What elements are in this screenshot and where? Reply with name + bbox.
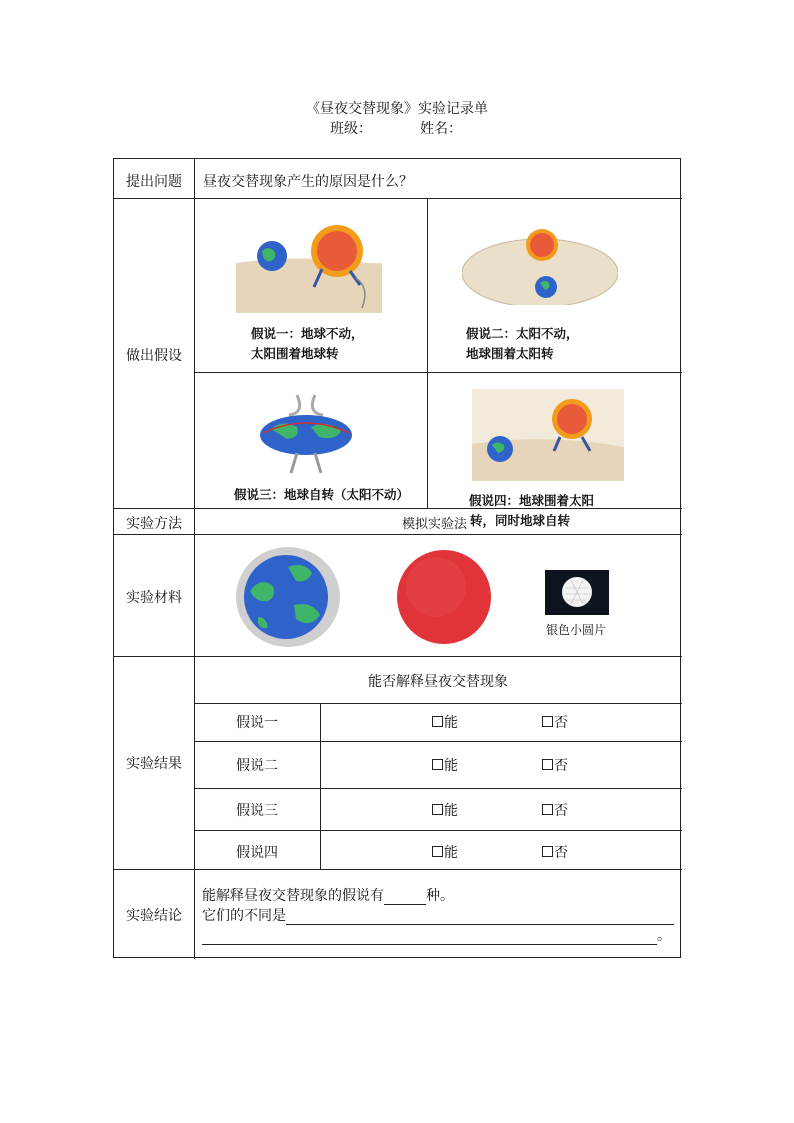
hypothesis-1-illustration (236, 223, 382, 313)
result-row-4-label: 假说四 (236, 845, 278, 861)
silver-disc-caption: 银色小圆片 (546, 623, 607, 637)
results-label: 实验结果 (126, 756, 182, 772)
count-blank[interactable] (384, 890, 426, 905)
conclusion-line-1: 能解释昼夜交替现象的假说有 种。 (202, 888, 454, 904)
hypothesis-3-caption: 假说三：地球自转（太阳不动） (234, 487, 410, 502)
row-2-no-checkbox[interactable]: 否 (542, 755, 568, 775)
results-header: 能否解释昼夜交替现象 (368, 674, 508, 690)
row-4-yes-checkbox[interactable]: 能 (432, 842, 458, 862)
row-1-no-checkbox[interactable]: 否 (542, 712, 568, 732)
hypothesis-2-illustration (462, 227, 618, 305)
method-overflow-text: 转，同时地球自转 (470, 513, 571, 528)
row-3-yes-checkbox[interactable]: 能 (432, 800, 458, 820)
page-title: 《昼夜交替现象》实验记录单 (306, 101, 488, 117)
method-text: 模拟实验法 (402, 517, 468, 532)
silver-disc-image (545, 570, 609, 615)
row-3-no-checkbox[interactable]: 否 (542, 800, 568, 820)
clay-earth-ball-image (236, 547, 340, 647)
red-foam-ball-image (396, 549, 492, 645)
hypothesis-2-caption: 假说二：太阳不动， 地球围着太阳转 (466, 326, 579, 361)
result-row-3-label: 假说三 (236, 803, 278, 819)
hypothesis-1-caption: 假说一：地球不动， 太阳围着地球转 (251, 326, 364, 361)
name-label: 姓名： (420, 121, 462, 137)
conclusion-line-2: 它们的不同是 (202, 905, 674, 925)
hypothesis-3-illustration (257, 389, 355, 481)
difference-blank-1[interactable] (286, 910, 674, 925)
difference-blank-2[interactable] (202, 930, 657, 945)
hypothesis-4-caption: 假说四：地球围着太阳 (469, 493, 595, 508)
question-text: 昼夜交替现象产生的原因是什么？ (203, 174, 413, 190)
question-label: 提出问题 (126, 174, 182, 190)
result-row-1-label: 假说一 (236, 715, 278, 731)
hypothesis-4-illustration (472, 389, 624, 481)
method-label: 实验方法 (126, 516, 182, 532)
conclusion-label: 实验结论 (126, 908, 182, 924)
row-4-no-checkbox[interactable]: 否 (542, 842, 568, 862)
hypothesis-label: 做出假设 (126, 348, 182, 364)
result-row-2-label: 假说二 (236, 758, 278, 774)
row-1-yes-checkbox[interactable]: 能 (432, 712, 458, 732)
row-2-yes-checkbox[interactable]: 能 (432, 755, 458, 775)
materials-label: 实验材料 (126, 590, 182, 606)
class-label: 班级： (330, 121, 372, 137)
conclusion-line-3: 。 (202, 925, 671, 945)
record-table (113, 158, 681, 958)
